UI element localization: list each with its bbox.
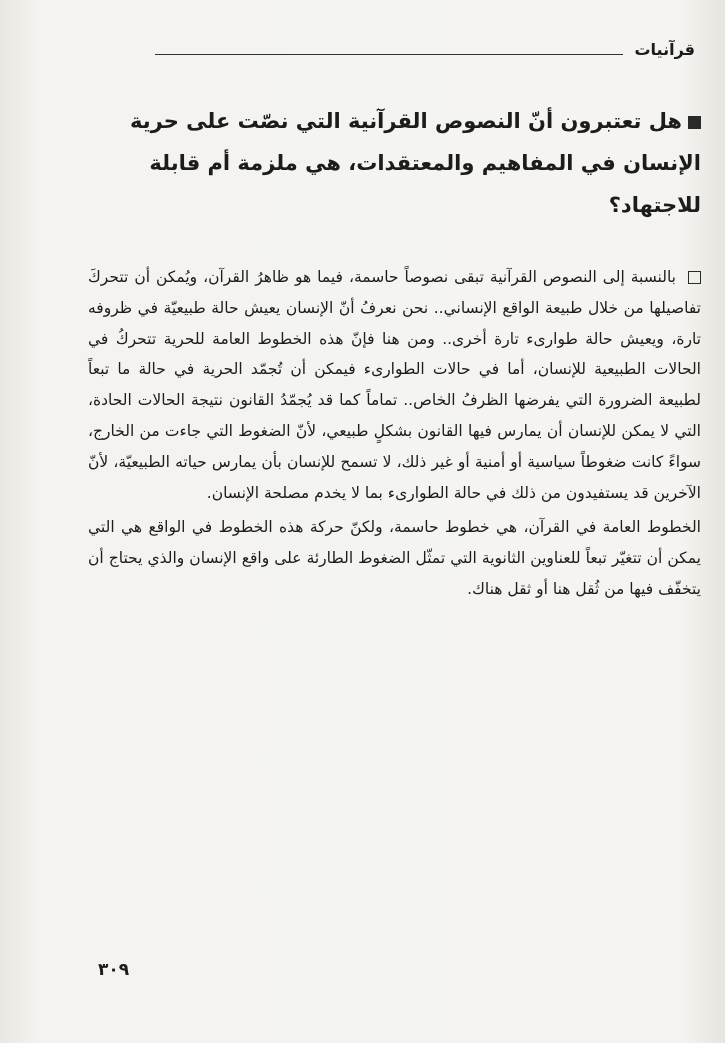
header-title: قرآنيات [634, 40, 695, 59]
open-square-bullet-icon [688, 271, 701, 284]
running-header [155, 36, 705, 66]
answer-paragraph-1-text: بالنسبة إلى النصوص القرآنية تبقى نصوصاً حاسمة، فيما هو ظاهرُ القرآن، ويُمكن أن تتحركَ تفاصيلها من خلال طبيعة الواقع الإنساني.. نحن نعرفُ أنّ الإنسان يعيش حالة طبيعيّة في ظروفه تارة، ويعيش حالة طوارىء تارة أخرى.. ومن هنا فإنّ هذه الخطوط العامة للحرية تتحركُ في الحالات الطبيعية للإنسان، أما في حالات الطوارىء فيمكن أن تُجمّد الحرية في حالة ما تبعاً لطبيعة الضرورة التي يفرضها الظرفُ الخاص.. تماماً كما قد يُجمّدُ القانون نتيجة الحالات الحادة، التي لا يمكن للإنسان أن يمارس فيها القانون بشكلٍ طبيعي، لأنّ الضغوط التي جاءت من الخارج، سواءً كانت ضغوطاً سياسية أو أمنية أو غير ذلك، لا تسمح للإنسان بأن يمارس حياته الطبيعيّة، لأنّ الآخرين قد يستفيدون من ذلك في حالة الطوارىء بما لا يخدم مصلحة الإنسان. [88, 268, 701, 502]
answer-paragraph-1 [88, 262, 701, 508]
content-area [88, 100, 701, 605]
page-number: ٣٠٩ [98, 960, 130, 980]
answer-paragraph-2: الخطوط العامة في القرآن، هي خطوط حاسمة، ولكنّ حركة هذه الخطوط في الواقع هي التي يمكن أن تتغيّر تبعاً للعناوين الثانوية التي تمثّل الضغوط الطارئة على واقع الإنسان والذي يحتاج أن يتخفّف فيها من ثُقل هنا أو ثقل هناك. [88, 518, 701, 598]
header-rule [155, 54, 623, 55]
question-text: هل تعتبرون أنّ النصوص القرآنية التي نصّت على حرية الإنسان في المفاهيم والمعتقدات، هي ملزمة أم قابلة للاجتهاد؟ [130, 109, 701, 217]
question-block [88, 100, 701, 226]
filled-square-bullet-icon [688, 116, 701, 129]
